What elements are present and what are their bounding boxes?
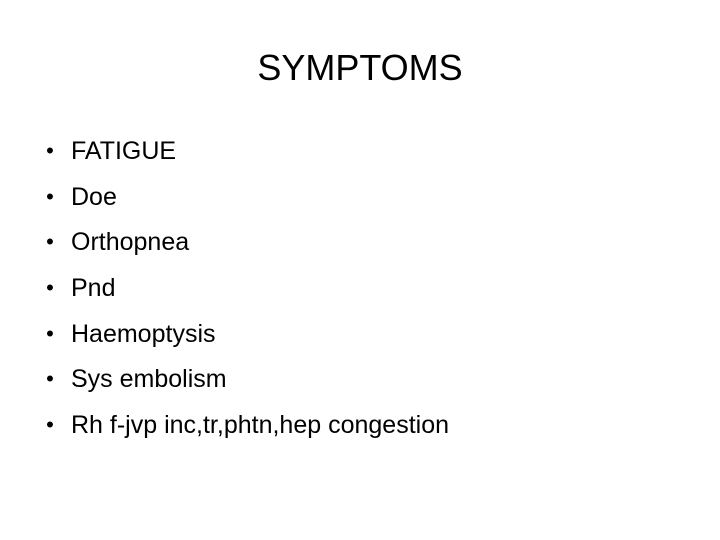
list-item-text: Haemoptysis xyxy=(71,319,216,348)
list-item-text: FATIGUE xyxy=(71,137,177,165)
list-item-text: Rh f-jvp inc,tr,phtn,hep congestion xyxy=(71,411,450,440)
list-item-text: Pnd xyxy=(71,274,116,303)
list-item-text: Sys embolism xyxy=(71,365,227,394)
bullet-icon: • xyxy=(46,275,54,301)
list-item-text: Orthopnea xyxy=(71,228,190,257)
slide-title: SYMPTOMS xyxy=(257,47,463,88)
bullet-icon: • xyxy=(46,366,54,392)
bullet-icon: • xyxy=(46,183,54,209)
bullet-icon: • xyxy=(46,138,54,163)
bullet-icon: • xyxy=(46,412,54,438)
bullet-icon: • xyxy=(46,229,54,255)
bullet-icon: • xyxy=(46,320,54,346)
list-item-text: Doe xyxy=(71,182,117,211)
